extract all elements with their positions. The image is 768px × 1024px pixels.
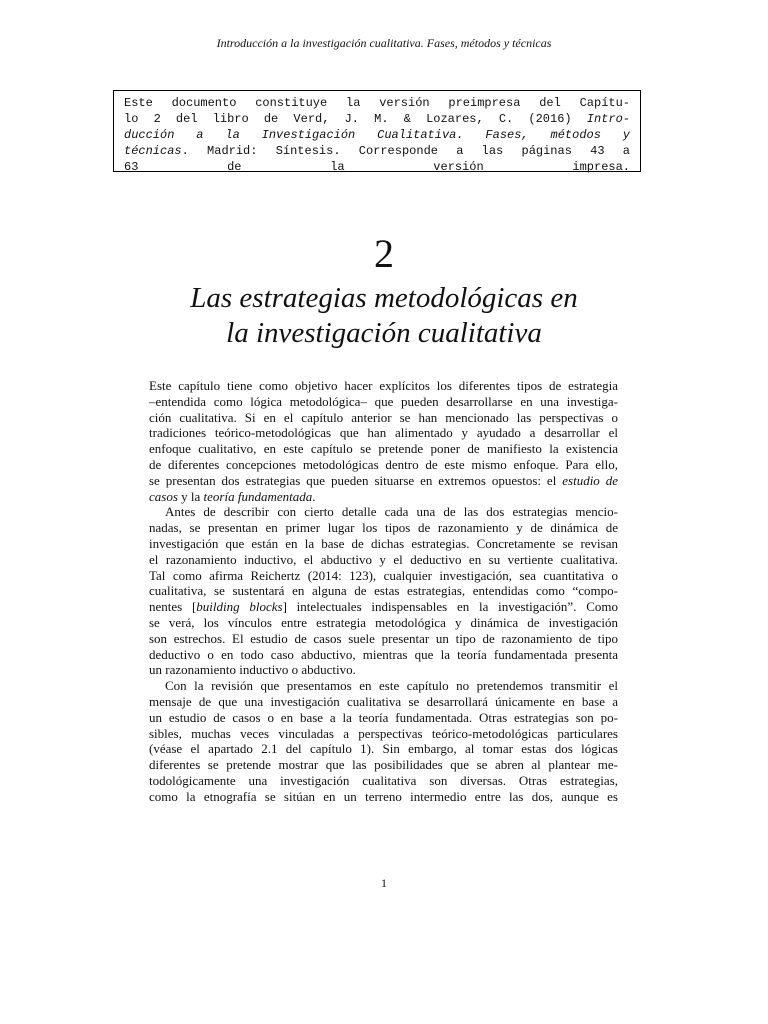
chapter-title-line-2: la investigación cualitativa [226,317,542,349]
notice-line [124,127,630,143]
body-text: ción cualitativa. Si en el capítulo anterior se han mencionado las perspectivas o [149,409,618,425]
body-text: Este capítulo tiene como objetivo hacer explícitos los diferentes tipos de estrategia [149,378,618,393]
body-text: Tal como afirma Reichertz (2014: 123), cualquier investigación, sea cuantitativa o [149,567,618,583]
body-line [149,726,618,742]
page-number: 1 [381,876,387,890]
body-line [149,489,618,505]
body-line [149,615,618,631]
body-text: un razonamiento inductivo o abductivo. [149,662,356,678]
body-line [149,568,618,584]
body-line [149,552,618,568]
notice-text: lo 2 del libro de Verd, J. M. & Lozares, C. (2016) [124,112,587,126]
body-line [149,504,618,520]
body-text: tradiciones teórico-metodológicas que han alimentado y ayudado a desarrollar el [149,425,618,441]
body-line [149,662,618,678]
body-line [149,441,618,457]
body-text: cualitativa, se sustentará en alguna de estas estrategias, entendidas como “compo- [149,583,618,599]
body-line [149,378,618,394]
body-line [149,678,618,694]
body-text: enfoque cualitativo, en este capítulo se pretende poner de manifiesto la existencia [149,441,618,457]
body-line [149,647,618,663]
notice-text: Este documento constituye la versión preimpresa del Capítu- [124,96,630,110]
body-text: un estudio de casos o en base a la teoría fundamentada. Otras estrategias son po- [149,709,618,725]
body-line [149,710,618,726]
notice-line [124,159,630,175]
body-line [149,757,618,773]
body-line [149,520,618,536]
notice-italic-text: Intro- [586,112,630,126]
body-text: nentes [ [149,599,197,615]
notice-text: 63 de la versión impresa. [124,160,630,174]
body-italic-text: building blocks [196,599,283,615]
body-line [149,599,618,615]
body-line [149,536,618,552]
chapter-title-line-1: Las estrategias metodológicas en [190,282,578,314]
body-line [149,789,618,805]
body-text: (véase el apartado 2.1 del capítulo 1). Sin embargo, al tomar estas dos lógicas [149,741,618,757]
body-line [149,410,618,426]
body-text: y la [177,488,204,504]
notice-italic-text: ducción a la Investigación Cualitativa. Fases, métodos y [124,128,630,142]
notice-text: . Madrid: Síntesis. Corresponde a las páginas 43 a [181,144,630,158]
body-line [149,394,618,410]
body-text: investigación que están en la base de dichas estrategias. Concretamente se revisan [149,535,618,551]
body-text: se presentan dos estrategias que pueden situarse en extremos opuestos: el [149,472,563,488]
body-line [149,583,618,599]
body-text: deductivo o en todo caso abductivo, mientras que la teoría fundamentada presenta [149,646,618,662]
body-text: sibles, muchas veces vinculadas a perspectivas teórico-metodológicas particulares [149,725,618,741]
body-text: como la etnografía se sitúan en un terreno intermedio entre las dos, aunque es [149,788,618,804]
body-text: todológicamente una investigación cualitativa son diversas. Otras estrategias, [149,772,618,788]
body-line [149,773,618,789]
body-text: . [312,488,316,504]
body-line [149,741,618,757]
body-text: el razonamiento inductivo, el abductivo y el deductivo en su vertiente cualitativa. [149,551,618,567]
chapter-title [0,281,768,351]
body-line [149,425,618,441]
running-header: Introducción a la investigación cualitativa. Fases, métodos y técnicas [216,36,552,50]
body-text: diferentes se pretende mostrar que las posibilidades que se abren al plantear me- [149,757,618,773]
chapter-number: 2 [374,231,394,276]
body-line [149,457,618,473]
body-italic-text: casos [149,488,178,504]
preprint-notice-box [113,90,641,172]
body-text: Con la revisión que presentamos en este capítulo no pretendemos transmitir el [165,678,618,694]
notice-line [124,111,630,127]
body-line [149,694,618,710]
body-line [149,473,618,489]
body-italic-text: teoría fundamentada [203,488,313,504]
body-text: ] intelectuales indispensables en la investigación”. Como [282,599,618,615]
body-text: nadas, se presentan en primer lugar los tipos de razonamiento y de dinámica de [149,520,618,536]
body-line [149,631,618,647]
body-text: de diferentes concepciones metodológicas dentro de este mismo enfoque. Para ello, [149,456,618,472]
body-text: se verá, los vínculos entre estrategia metodológica y dinámica de investigación [149,614,618,630]
body-italic-text: estudio de [562,472,619,488]
body-text: mensaje de que una investigación cualitativa se desarrollará únicamente en base a [149,693,618,709]
body-text [149,378,618,805]
body-text: Antes de describir con cierto detalle cada una de las dos estrategias mencio- [165,504,618,520]
notice-line [124,95,630,111]
notice-line [124,143,630,159]
body-text: –entendida como lógica metodológica– que pueden desarrollarse en una investiga- [149,393,618,409]
notice-italic-text: técnicas [124,144,182,158]
body-text: son estrechos. El estudio de casos suele presentar un tipo de razonamiento de tipo [149,630,618,646]
